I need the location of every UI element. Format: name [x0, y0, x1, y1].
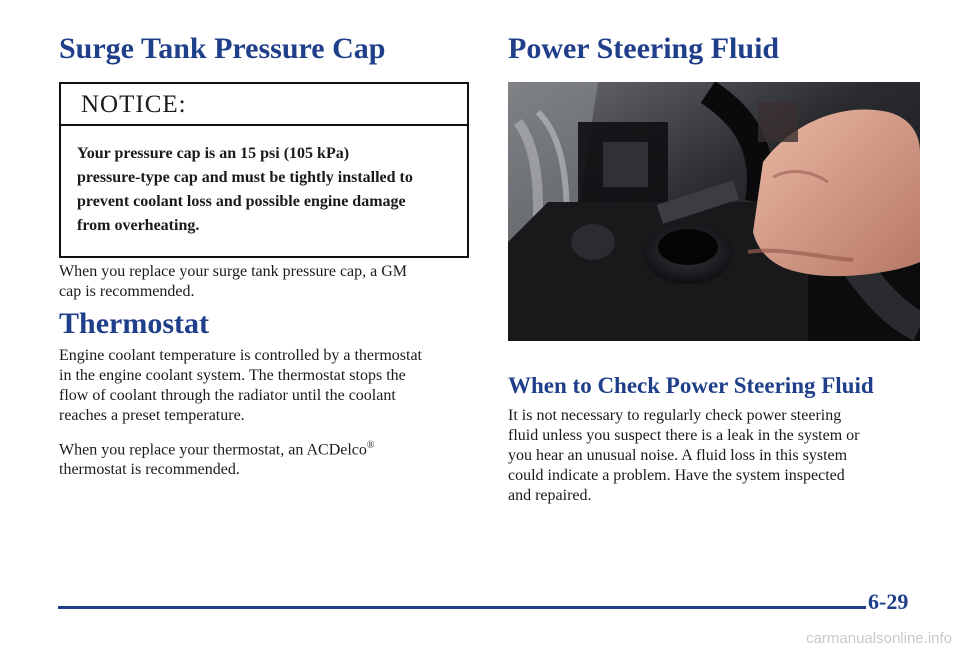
watermark: carmanualsonline.info: [806, 630, 952, 647]
notice-heading: NOTICE:: [61, 84, 467, 126]
check-power-steering-subtitle: When to Check Power Steering Fluid: [508, 373, 874, 398]
text-line: you hear an unusual noise. A fluid loss in this system: [508, 447, 848, 464]
notice-line: Your pressure cap is an 15 psi (105 kPa): [77, 145, 350, 162]
text-line: When you replace your surge tank pressure cap, a GM: [59, 263, 408, 280]
page-number: 6-29: [868, 589, 909, 614]
text-line: cap is recommended.: [59, 283, 195, 300]
text-line: It is not necessary to regularly check power steering: [508, 407, 842, 424]
text-line: [59, 436, 479, 460]
power-steering-title: Power Steering Fluid: [508, 32, 780, 65]
notice-box: [59, 82, 469, 258]
thermostat-paragraph-1: [59, 346, 479, 426]
registered-mark: ®: [366, 440, 375, 451]
text-line: in the engine coolant system. The thermostat stops the: [59, 367, 406, 384]
footer-rule: [58, 606, 866, 609]
text-line: fluid unless you suspect there is a leak in the system or: [508, 427, 860, 444]
notice-line: prevent coolant loss and possible engine damage: [77, 193, 406, 210]
text-line: reaches a preset temperature.: [59, 407, 245, 424]
notice-text: [61, 126, 467, 238]
engine-photo-illustration: [508, 82, 920, 341]
check-paragraph: [508, 406, 928, 506]
text-line: thermostat is recommended.: [59, 461, 240, 479]
text-span: When you replace your thermostat, an ACDelco: [59, 441, 367, 459]
text-line: and repaired.: [508, 487, 592, 504]
text-line: Engine coolant temperature is controlled by a thermostat: [59, 347, 422, 364]
surge-paragraph: [59, 262, 479, 302]
text-line: could indicate a problem. Have the system inspected: [508, 467, 845, 484]
thermostat-paragraph-2: [59, 436, 479, 480]
text-line: flow of coolant through the radiator until the coolant: [59, 387, 396, 404]
notice-line: pressure-type cap and must be tightly installed to: [77, 169, 413, 186]
engine-photo: [508, 82, 920, 341]
notice-line: from overheating.: [77, 217, 200, 234]
surge-tank-title: Surge Tank Pressure Cap: [59, 32, 386, 65]
thermostat-title: Thermostat: [59, 307, 209, 340]
